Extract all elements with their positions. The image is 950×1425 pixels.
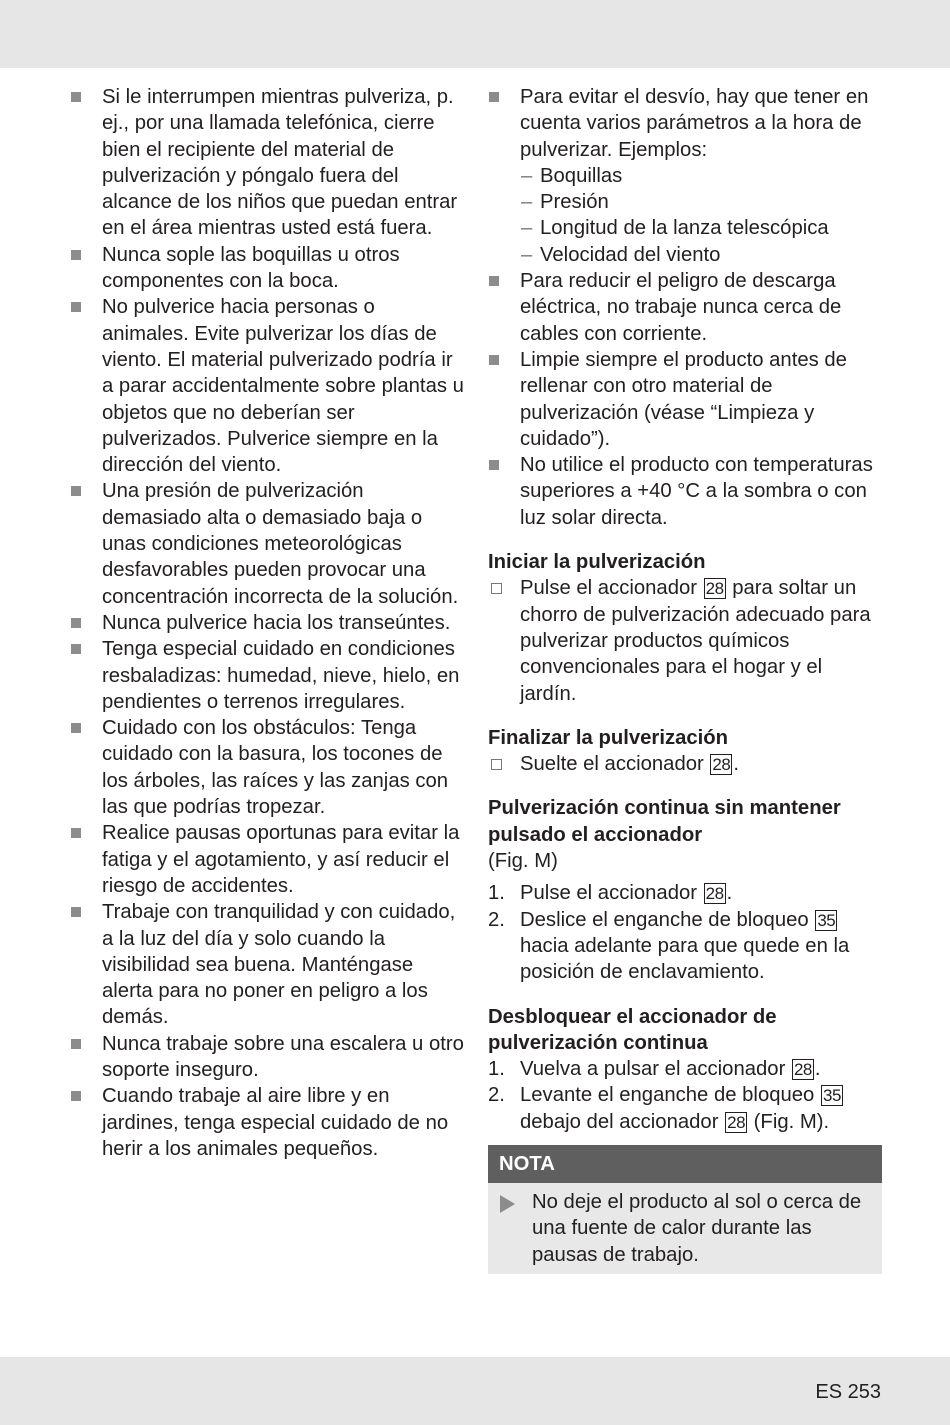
drift-examples [520, 163, 882, 268]
section-title-unlock: Desbloquear el accionador de pulverización continua [488, 1005, 777, 1054]
square-bullet-icon [71, 1039, 81, 1049]
figure-reference: (Fig. M) [488, 850, 558, 873]
square-bullet-icon [489, 355, 499, 365]
triangle-bullet-icon [500, 1195, 515, 1213]
numbered-step: 2. Deslice el enganche de bloqueo 35 hacia adelante para que quede en la posición de enclavamiento. [488, 908, 850, 984]
page-number: ES 253 [815, 1381, 881, 1403]
list-item: Nunca pulverice hacia los transeúntes. [70, 610, 465, 636]
list-item: Cuando trabaje al aire libre y en jardines, tenga especial cuidado de no herir a los animales pequeños. [70, 1083, 465, 1162]
checkbox-bullet-icon [491, 759, 502, 770]
header-band [0, 0, 950, 68]
left-column [70, 84, 465, 1162]
square-bullet-icon [71, 92, 81, 102]
note-body: No deje el producto al sol o cerca de una fuente de calor durante las pausas de trabajo. [488, 1183, 882, 1274]
instruction-step: Pulse el accionador 28 para soltar un chorro de pulverización adecuado para pulverizar productos químicos convencionales para el hogar y el jardín. [488, 575, 882, 706]
list-item: Nunca sople las boquillas u otros componentes con la boca. [70, 242, 465, 295]
list-item: Para evitar el desvío, hay que tener en cuenta varios parámetros a la hora de pulverizar. Ejemplos: – Boquillas – Presión – Longitud de la lanza telescópica – Velocidad del viento [488, 84, 882, 268]
checkbox-bullet-icon [491, 583, 502, 594]
list-item: Si le interrumpen mientras pulveriza, p. ej., por una llamada telefónica, cierre bien el recipiente del material de pulverización y póngalo fuera del alcance de los niños que puedan entrar en el área mientras usted está fuera. [70, 84, 465, 242]
section-title-continuous: Pulverización continua sin mantener pulsado el accionador [488, 797, 841, 846]
example-item: – Velocidad del viento [521, 243, 721, 266]
part-reference: 28 [705, 579, 724, 599]
example-item: – Longitud de la lanza telescópica [521, 217, 829, 240]
note-box [488, 1145, 882, 1274]
list-item: Nunca trabaje sobre una escalera u otro soporte inseguro. [70, 1031, 465, 1084]
list-item: Trabaje con tranquilidad y con cuidado, a la luz del día y solo cuando la visibilidad sea buena. Manténgase alerta para no poner en peligro a los demás. [70, 899, 465, 1030]
continuous-steps [488, 880, 882, 985]
list-item: Limpie siempre el producto antes de rellenar con otro material de pulverización (véase “Limpieza y cuidado”). [488, 347, 882, 452]
note-title: NOTA [488, 1145, 882, 1183]
part-reference: 28 [705, 884, 724, 904]
part-reference: 28 [793, 1060, 812, 1080]
part-reference: 28 [712, 755, 731, 775]
square-bullet-icon [71, 250, 81, 260]
square-bullet-icon [71, 644, 81, 654]
numbered-step: 2. Levante el enganche de bloqueo 35 debajo del accionador 28 (Fig. M). [488, 1084, 841, 1133]
safety-list-continued [488, 84, 882, 531]
square-bullet-icon [489, 276, 499, 286]
list-item: No utilice el producto con temperaturas superiores a +40 °C a la sombra o con luz solar directa. [488, 452, 882, 531]
square-bullet-icon [71, 828, 81, 838]
safety-list [70, 84, 465, 1162]
list-item: Realice pausas oportunas para evitar la fatiga y el agotamiento, y así reducir el riesgo de accidentes. [70, 820, 465, 899]
square-bullet-icon [71, 1091, 81, 1101]
right-column [488, 84, 882, 1274]
example-item: – Presión [521, 191, 609, 214]
instruction-step: Suelte el accionador 28 . [488, 751, 882, 777]
part-reference: 28 [727, 1112, 746, 1132]
section-title-finish: Finalizar la pulverización [488, 726, 729, 749]
example-item: – Boquillas [521, 164, 623, 187]
square-bullet-icon [71, 302, 81, 312]
footer-band [0, 1357, 950, 1425]
part-reference: 35 [822, 1086, 841, 1106]
square-bullet-icon [489, 92, 499, 102]
square-bullet-icon [71, 723, 81, 733]
section-title-start: Iniciar la pulverización [488, 551, 706, 574]
list-item: No pulverice hacia personas o animales. Evite pulverizar los días de viento. El material pulverizado podría ir a parar accidentalmente sobre plantas u objetos que no deberían ser pulverizados. Pulverice siempre en la dirección del viento. [70, 294, 465, 478]
square-bullet-icon [71, 486, 81, 496]
part-reference: 35 [817, 910, 836, 930]
square-bullet-icon [71, 618, 81, 628]
list-item: Para reducir el peligro de descarga eléctrica, no trabaje nunca cerca de cables con corriente. [488, 268, 882, 347]
list-item: Una presión de pulverización demasiado alta o demasiado baja o unas condiciones meteorológicas desfavorables pueden provocar una concentración incorrecta de la solución. [70, 478, 465, 609]
list-item: Tenga especial cuidado en condiciones resbaladizas: humedad, nieve, hielo, en pendientes o terrenos irregulares. [70, 636, 465, 715]
unlock-steps [488, 1056, 882, 1135]
numbered-step: 1. Vuelva a pulsar el accionador 28 . [488, 1058, 821, 1081]
list-item: Cuidado con los obstáculos: Tenga cuidado con la basura, los tocones de los árboles, las raíces y las zanjas con las que podrías tropezar. [70, 715, 465, 820]
square-bullet-icon [71, 907, 81, 917]
numbered-step: 1. Pulse el accionador 28 . [488, 882, 733, 905]
square-bullet-icon [489, 460, 499, 470]
